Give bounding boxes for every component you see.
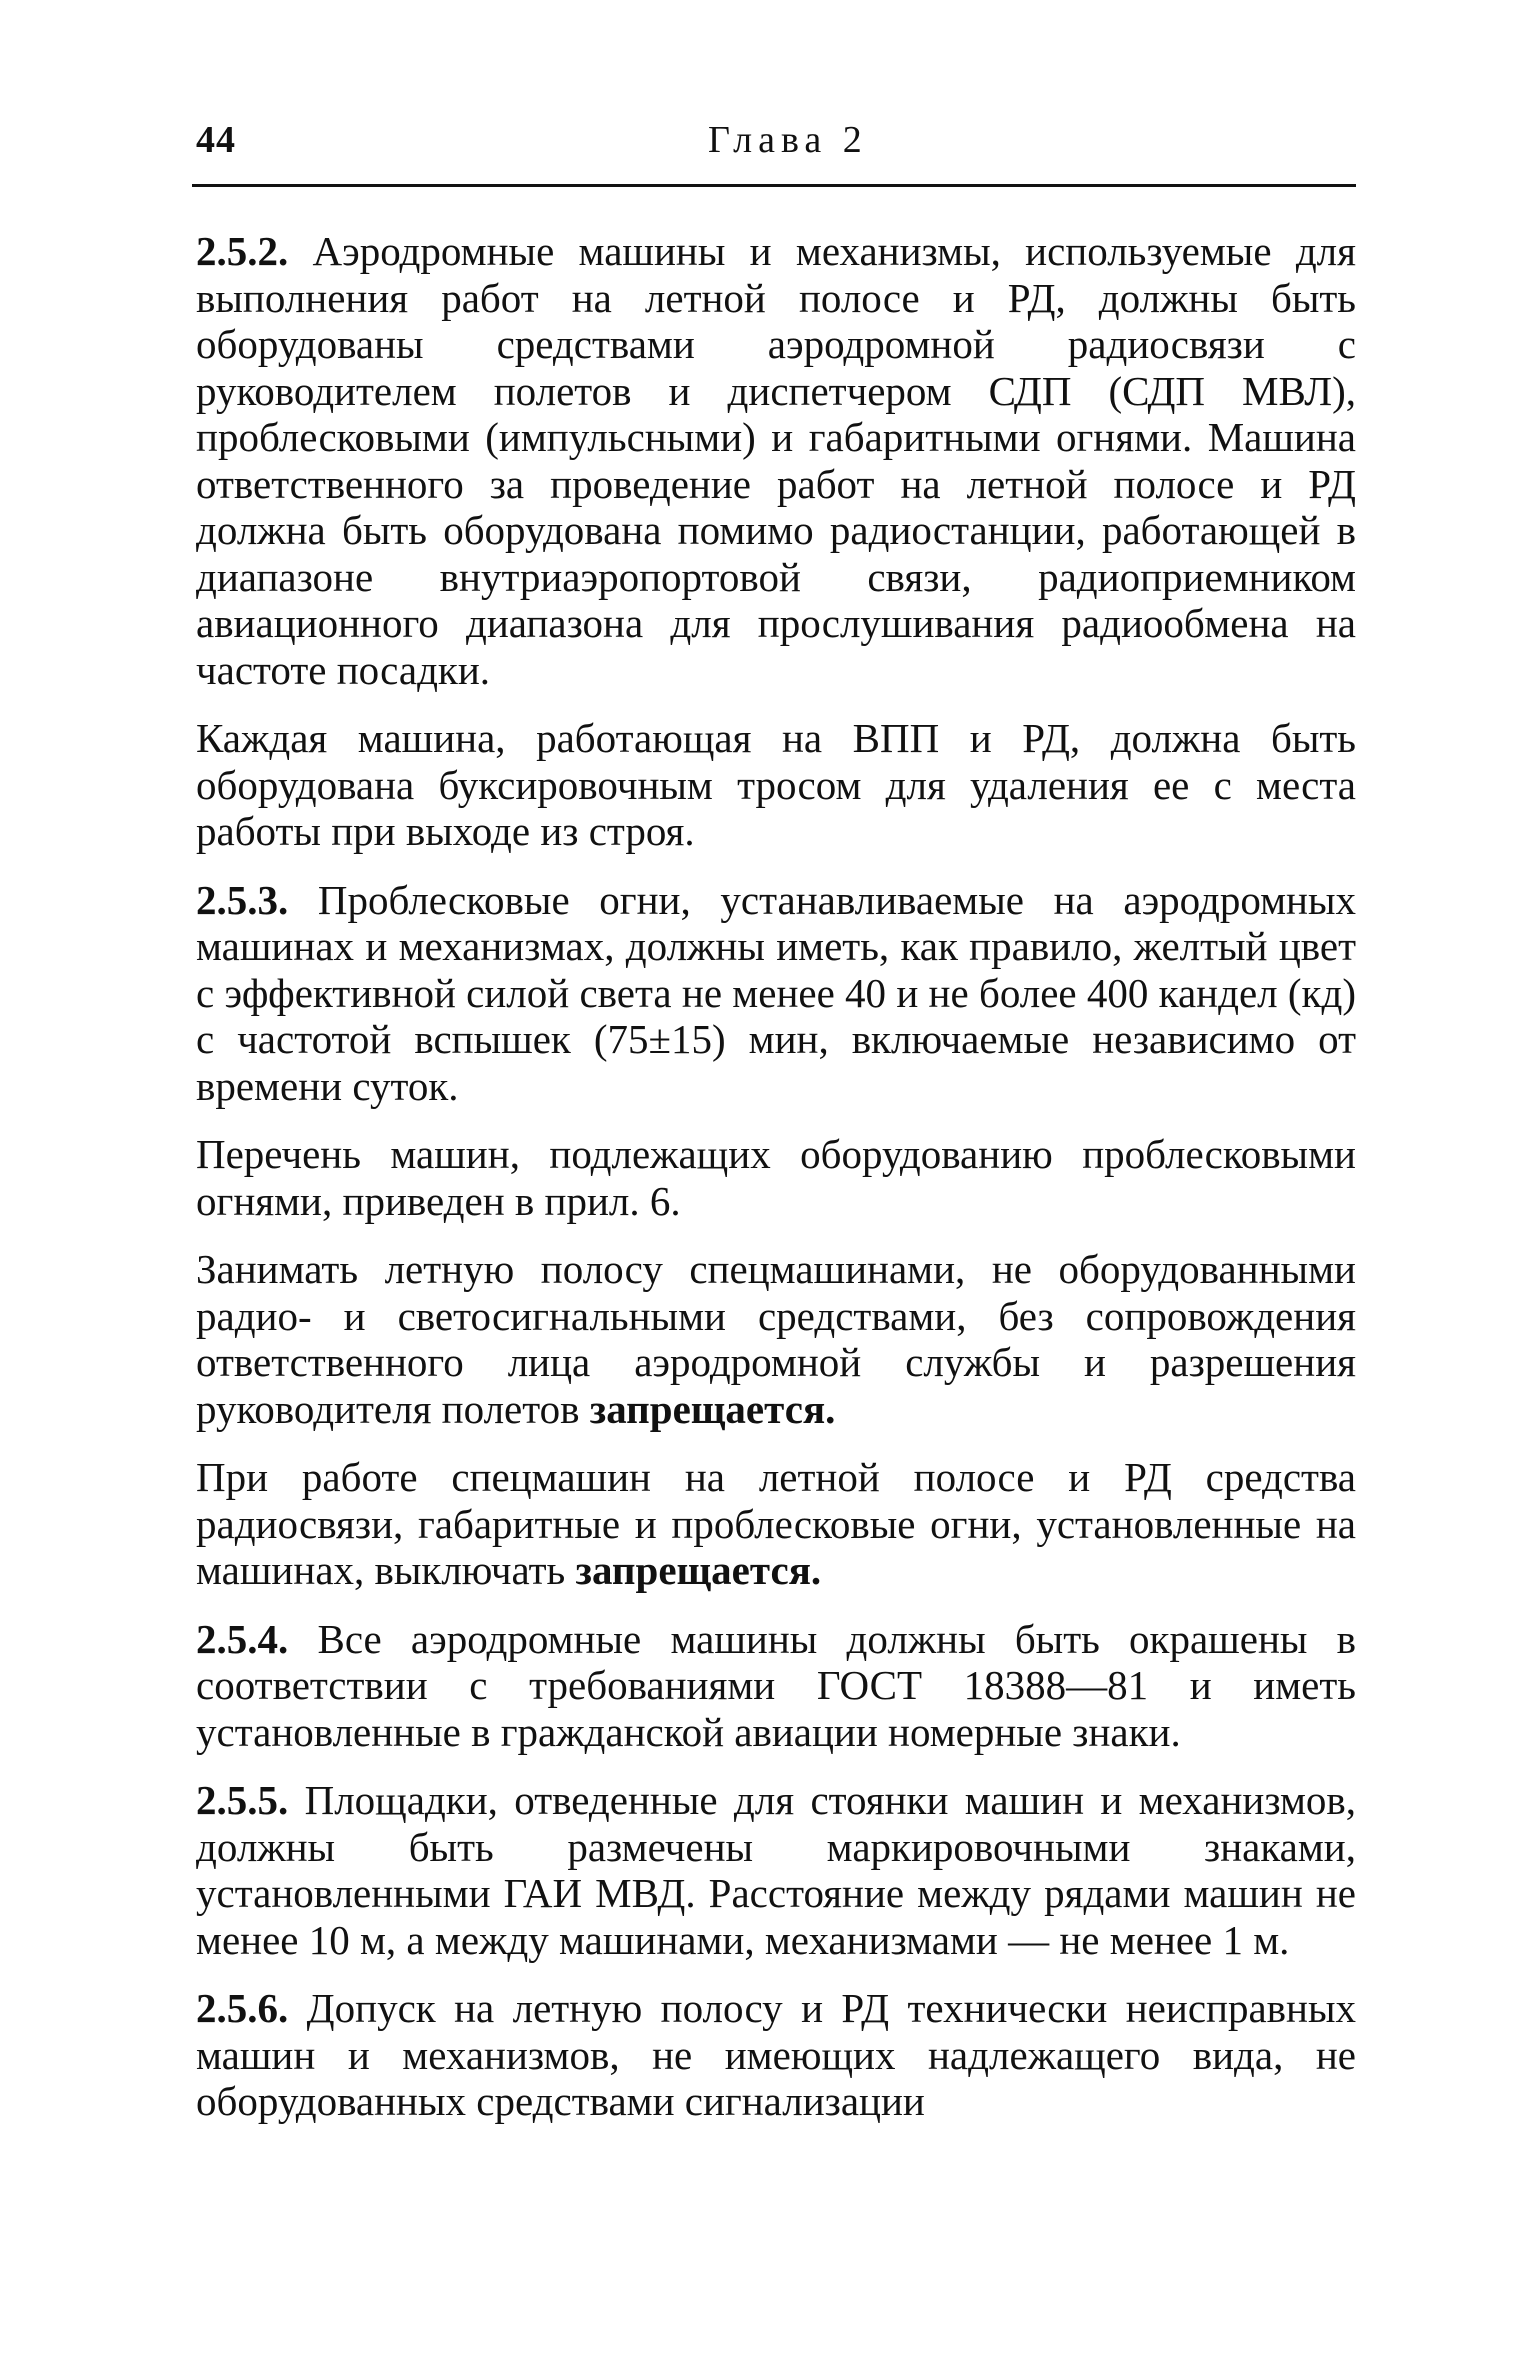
paragraph-number: 2.5.5. (196, 1777, 289, 1823)
paragraph-text: Перечень машин, подлежащих оборудованию проблесковыми огнями, приведен в прил. 6. (196, 1131, 1356, 1224)
paragraph-text: Аэродромные машины и механизмы, используемые для выполнения работ на летной полосе и РД, должны быть оборудованы средствами аэродромной радиосвязи с руководителем полетов и диспетчером СДП (СДП МВЛ), проблесковыми (импульсными) и габаритными огнями. Машина ответственного за проведение работ на летной полосе и РД должна быть оборудована помимо радиостанции, работающей в диапазоне внутриаэропортовой связи, радиоприемником авиационного диапазона для прослушивания радиообмена на частоте посадки. (196, 228, 1356, 693)
paragraph-number: 2.5.6. (196, 1985, 289, 2031)
paragraph-text: Все аэродромные машины должны быть окрашены в соответствии с требованиями ГОСТ 18388—81 и иметь установленные в гражданской авиации номерные знаки. (196, 1615, 1356, 1755)
paragraph-number: 2.5.4. (196, 1615, 289, 1662)
running-head: Глава 2 (708, 119, 868, 161)
paragraph-beacon-list (196, 1131, 1356, 1224)
paragraph-radio-ban (196, 1454, 1356, 1594)
paragraph-runway-ban (196, 1246, 1356, 1432)
paragraph-number: 2.5.3. (196, 876, 289, 923)
paragraph-2-5-6 (196, 1985, 1356, 2125)
paragraph-2-5-2 (196, 228, 1356, 693)
paragraph-text: Каждая машина, работающая на ВПП и РД, должна быть оборудована буксировочным тросом для удаления ее с места работы при выходе из строя. (196, 715, 1356, 854)
paragraph-text: При работе спецмашин на летной полосе и РД средства радиосвязи, габаритные и проблесковые огни, установленные на машинах, выключать (196, 1454, 1356, 1593)
paragraph-2-5-5 (196, 1777, 1356, 1963)
paragraph-text: Допуск на летную полосу и РД технически неисправных машин и механизмов, не имеющих надлежащего вида, не оборудованных средствами сигнализации (196, 1985, 1357, 2124)
paragraph-emphasis: запрещается. (589, 1385, 836, 1432)
paragraph-number: 2.5.2. (196, 228, 289, 274)
header-rule (192, 184, 1356, 187)
paragraph-towing (196, 715, 1356, 855)
paragraph-text: Проблесковые огни, устанавливаемые на аэродромных машинах и механизмах, должны иметь, как правило, желтый цвет с эффективной силой света не менее 40 и не более 400 кандел (кд) с частотой вспышек (75±15) мин, включаемые независимо от времени суток. (196, 876, 1356, 1109)
paragraph-2-5-4 (196, 1616, 1356, 1756)
page-number: 44 (196, 119, 236, 161)
body-text (196, 228, 1356, 2147)
paragraph-text: Занимать летную полосу спецмашинами, не оборудованными радио- и светосигнальными средствами, без сопровождения ответственного лица аэродромной службы и разрешения руководителя полетов (196, 1246, 1356, 1432)
paragraph-emphasis: запрещается. (575, 1547, 822, 1593)
page-header (196, 118, 1356, 178)
paragraph-2-5-3 (196, 877, 1356, 1110)
paragraph-text: Площадки, отведенные для стоянки машин и механизмов, должны быть размечены маркировочными знаками, установленными ГАИ МВД. Расстояние между рядами машин не менее 10 м, а между машинами, механизмами — не менее 1 м. (196, 1777, 1356, 1963)
